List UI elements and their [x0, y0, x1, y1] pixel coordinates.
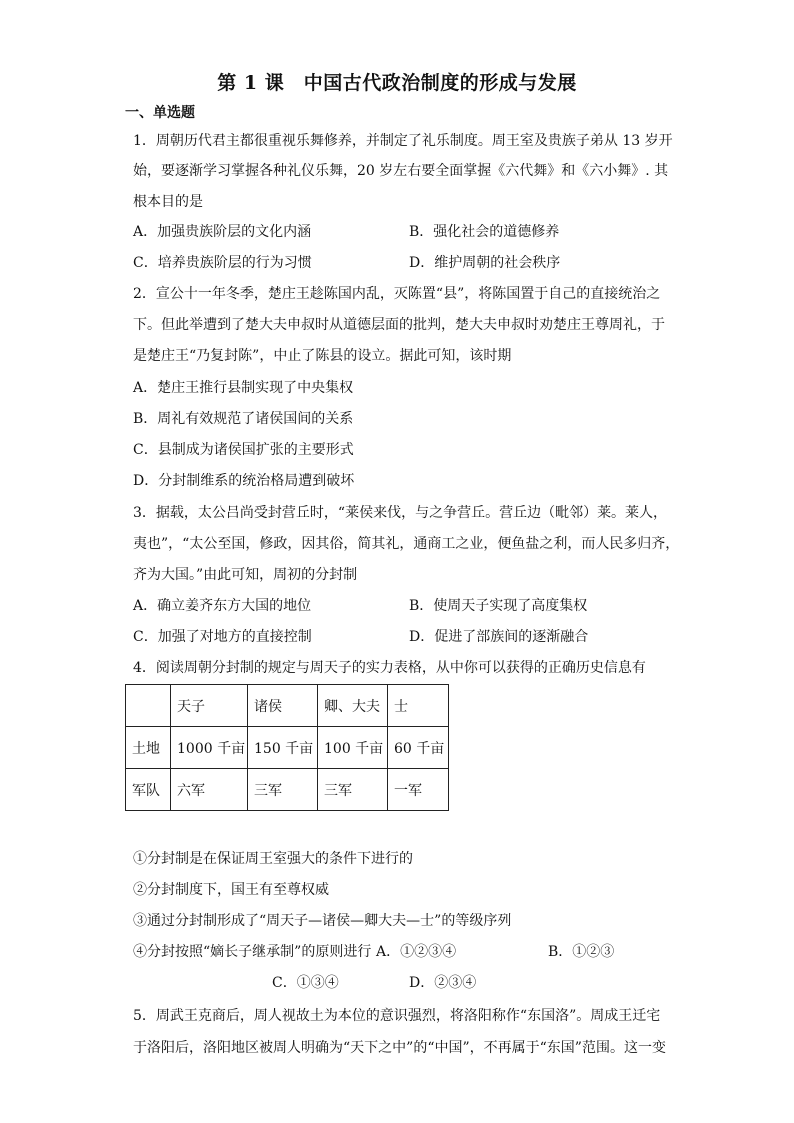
q2-stem-line-3: 是楚庄王“乃复封陈”，中止了陈县的设立。据此可知，该时期: [133, 348, 512, 364]
q3-option-c: C．加强了对地方的直接控制: [133, 629, 312, 645]
table-header-row: [126, 685, 449, 727]
table-cell: 100 千亩: [318, 727, 388, 769]
q3-option-d: D．促进了部族间的逐渐融合: [409, 629, 589, 645]
q4-statement-1: ①分封制是在保证周王室强大的条件下进行的: [133, 851, 413, 867]
q4-statement-4: ④分封按照“嫡长子继承制”的原则进行: [133, 944, 372, 960]
table-cell: 1000 千亩: [171, 727, 248, 769]
q1-stem-line-2: 始，要逐渐学习掌握各种礼仪乐舞，20 岁左右要全面掌握《六代舞》和《六小舞》. 其: [133, 163, 669, 179]
table-cell: 三军: [248, 769, 318, 811]
table-header-cell: 卿、大夫: [318, 685, 388, 727]
q2-stem-line-2: 下。但此举遭到了楚大夫申叔时从道德层面的批判，楚大夫申叔时劝楚庄王尊周礼，于: [133, 317, 665, 333]
table-header-cell: 诸侯: [248, 685, 318, 727]
q2-option-b: B．周礼有效规范了诸侯国间的关系: [133, 411, 354, 427]
q3-option-b: B．使周天子实现了高度集权: [409, 598, 588, 614]
q2-option-d: D．分封制维系的统治格局遭到破坏: [133, 473, 355, 489]
q2-option-a: A．楚庄王推行县制实现了中央集权: [133, 380, 354, 396]
table-cell: [126, 685, 171, 727]
table-cell: 60 千亩: [388, 727, 449, 769]
q4-statement-2: ②分封制度下，国王有至尊权威: [133, 882, 329, 898]
q1-option-b: B．强化社会的道德修养: [409, 224, 560, 240]
q4-option-a: A．①②③④: [376, 944, 457, 960]
q1-option-a: A．加强贵族阶层的文化内涵: [133, 224, 312, 240]
q1-stem-line-1: 1．周朝历代君主都很重视乐舞修养，并制定了礼乐制度。周王室及贵族子弟从 13 岁开: [133, 133, 673, 149]
q5-stem-line-2: 于洛阳后，洛阳地区被周人明确为“天下之中”的“中国”，不再属于“东国”范围。这一变: [133, 1040, 666, 1056]
q3-option-a: A．确立姜齐东方大国的地位: [133, 598, 312, 614]
table-cell: 150 千亩: [248, 727, 318, 769]
q3-stem-line-2: 夷也”，“太公至国，修政，因其俗，简其礼，通商工之业，便鱼盐之利，而人民多归齐，: [133, 536, 680, 552]
q1-option-d: D．维护周朝的社会秩序: [409, 255, 561, 271]
q4-statement-3: ③通过分封制形成了“周天子—诸侯—卿大夫—士”的等级序列: [133, 913, 512, 929]
q4-option-b: B．①②③: [548, 944, 615, 960]
fief-table: [125, 684, 449, 811]
table-header-cell: 天子: [171, 685, 248, 727]
q3-stem-line-3: 齐为大国。”由此可知，周初的分封制: [133, 567, 358, 583]
table-row-label: 土地: [126, 727, 171, 769]
page-title: 第 1 课 中国古代政治制度的形成与发展: [217, 72, 577, 94]
q4-option-c: C．①③④: [272, 975, 339, 991]
q3-stem-line-1: 3．据载，太公吕尚受封营丘时，“莱侯来伐，与之争营丘。营丘边（毗邻）莱。莱人，: [133, 505, 668, 521]
q4-stem: 4．阅读周朝分封制的规定与周天子的实力表格，从中你可以获得的正确历史信息有: [133, 660, 646, 676]
q2-option-c: C．县制成为诸侯国扩张的主要形式: [133, 442, 354, 458]
table-cell: 三军: [318, 769, 388, 811]
table-cell: 一军: [388, 769, 449, 811]
q4-option-d: D．②③④: [409, 975, 477, 991]
table-cell: 六军: [171, 769, 248, 811]
table-row: [126, 727, 449, 769]
section-heading: 一、单选题: [125, 105, 195, 121]
q5-stem-line-1: 5．周武王克商后，周人视故土为本位的意识强烈，将洛阳称作“东国洛”。周成王迁宅: [133, 1008, 661, 1024]
table-header-cell: 士: [388, 685, 449, 727]
q2-stem-line-1: 2．宣公十一年冬季，楚庄王趁陈国内乱，灭陈置“县”，将陈国置于自己的直接统治之: [133, 286, 661, 302]
table-row: [126, 769, 449, 811]
q1-stem-line-3: 根本目的是: [133, 194, 203, 210]
q1-option-c: C．培养贵族阶层的行为习惯: [133, 255, 312, 271]
table-row-label: 军队: [126, 769, 171, 811]
